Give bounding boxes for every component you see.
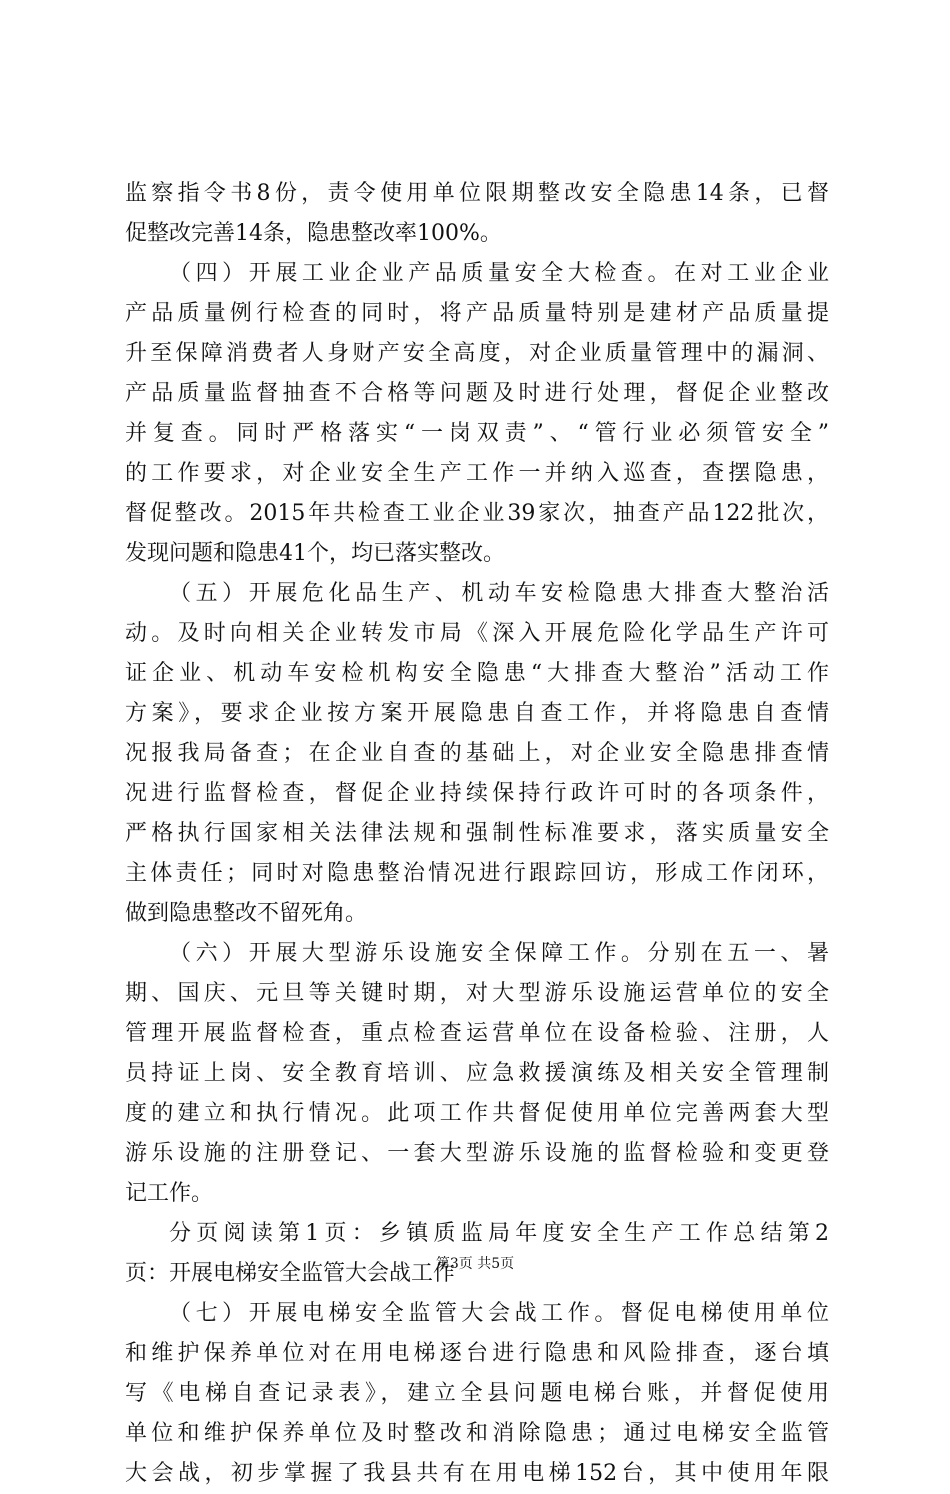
text-line: （六）开展大型游乐设施安全保障工作。分别在五一、暑 [169, 941, 829, 966]
text-line: 产品质量监督抽查不合格等问题及时进行处理，督促企业整改 [125, 381, 829, 406]
text-line: 单位和维护保养单位及时整改和消除隐患；通过电梯安全监管 [125, 1421, 829, 1446]
text-line: 写《电梯自查记录表》，建立全县问题电梯台账，并督促使用 [125, 1381, 829, 1406]
document-body [125, 174, 829, 1494]
text-line: （七）开展电梯安全监管大会战工作。督促电梯使用单位 [169, 1301, 829, 1326]
text-line: 主体责任；同时对隐患整治情况进行跟踪回访，形成工作闭环， [125, 861, 829, 886]
text-line: 并复查。同时严格落实“一岗双责”、“管行业必须管安全” [125, 421, 829, 446]
text-line: 大会战，初步掌握了我县共有在用电梯152台，其中使用年限 [125, 1461, 829, 1486]
text-line: 管理开展监督检查，重点检查运营单位在设备检验、注册，人 [125, 1021, 829, 1046]
text-line: 促整改完善14条，隐患整改率100%。 [125, 221, 502, 246]
text-line: （四）开展工业企业产品质量安全大检查。在对工业企业 [169, 261, 829, 286]
text-line: 动。及时向相关企业转发市局《深入开展危险化学品生产许可 [125, 621, 829, 646]
text-line: 监察指令书8份，责令使用单位限期整改安全隐患14条，已督 [125, 181, 829, 206]
text-line: 记工作。 [125, 1181, 214, 1206]
text-line: 发现问题和隐患41个，均已落实整改。 [125, 541, 505, 566]
text-line: 度的建立和执行情况。此项工作共督促使用单位完善两套大型 [125, 1101, 829, 1126]
text-line: 的工作要求，对企业安全生产工作一并纳入巡查，查摆隐患， [125, 461, 829, 486]
text-line: 证企业、机动车安检机构安全隐患“大排查大整治”活动工作 [125, 661, 829, 686]
text-line: 督促整改。2015年共检查工业企业39家次，抽查产品122批次， [125, 501, 829, 526]
text-line: 升至保障消费者人身财产安全高度，对企业质量管理中的漏洞、 [125, 341, 829, 366]
text-line: 况报我局备查；在企业自查的基础上，对企业安全隐患排查情 [125, 741, 829, 766]
text-line: 方案》，要求企业按方案开展隐患自查工作，并将隐患自查情 [125, 701, 829, 726]
text-line: 期、国庆、元旦等关键时期，对大型游乐设施运营单位的安全 [125, 981, 829, 1006]
text-line: （五）开展危化品生产、机动车安检隐患大排查大整治活 [169, 581, 829, 606]
text-line: 严格执行国家相关法律法规和强制性标准要求，落实质量安全 [125, 821, 829, 846]
text-line: 和维护保养单位对在用电梯逐台进行隐患和风险排查，逐台填 [125, 1341, 829, 1366]
text-line: 员持证上岗、安全教育培训、应急救援演练及相关安全管理制 [125, 1061, 829, 1086]
text-line: 况进行监督检查，督促企业持续保持行政许可时的各项条件， [125, 781, 829, 806]
text-line: 做到隐患整改不留死角。 [125, 901, 368, 926]
text-line: 产品质量例行检查的同时，将产品质量特别是建材产品质量提 [125, 301, 829, 326]
text-line: 游乐设施的注册登记、一套大型游乐设施的监督检验和变更登 [125, 1141, 829, 1166]
text-line: 分页阅读第1页：乡镇质监局年度安全生产工作总结第2 [169, 1221, 829, 1246]
page-number-footer: 第3页 共5页 [435, 1256, 515, 1272]
text-line: 页：开展电梯安全监管大会战工作 [125, 1261, 456, 1286]
